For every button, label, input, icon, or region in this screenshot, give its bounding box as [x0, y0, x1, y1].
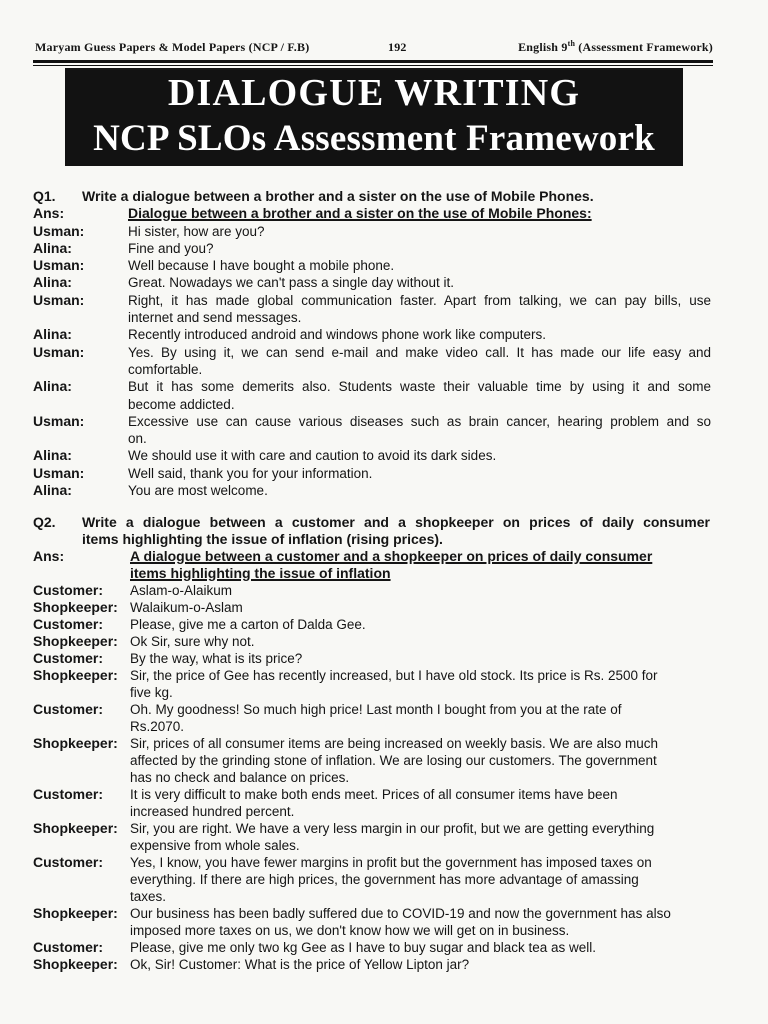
dialogue-turn — [33, 465, 715, 482]
document-body — [33, 188, 715, 973]
speaker-label: Customer: — [33, 939, 104, 956]
speaker-label: Alina: — [33, 274, 72, 291]
dialogue-turn — [33, 939, 715, 956]
speech-text — [128, 447, 711, 464]
speech-text — [130, 854, 705, 905]
speech-text — [128, 482, 711, 499]
speech-text-line: Well said, thank you for your information. — [128, 465, 373, 481]
dialogue-turn — [33, 599, 715, 616]
speech-text-line: Sir, you are right. We have a very less margin in our profit, but we are getting everything — [130, 821, 655, 837]
speech-text-line: Yes, I know, you have fewer margins in profit but the government has imposed taxes on — [130, 855, 652, 871]
speaker-label: Usman: — [33, 343, 85, 360]
speech-text — [130, 786, 705, 820]
dialogue-turn — [33, 820, 715, 854]
speech-text-line: Great. Nowadays we can't pass a single day without it. — [128, 275, 454, 291]
speaker-label: Shopkeeper: — [33, 820, 118, 837]
speech-text-line: on. — [128, 431, 147, 447]
subject-label — [518, 38, 713, 56]
dialogue-turn — [33, 292, 715, 327]
speech-text — [130, 633, 705, 650]
speech-text-line: imposed more taxes on us, we don't know how we will get on in business. — [130, 923, 570, 939]
answer-label: Ans: — [33, 548, 65, 565]
speaker-label: Customer: — [33, 616, 104, 633]
speech-text-line: Our business has been badly suffered due to COVID-19 and now the government has also — [130, 906, 671, 922]
subject-name: English 9 — [518, 40, 568, 54]
subject-superscript: th — [567, 39, 576, 48]
speech-text — [130, 820, 705, 854]
speech-text — [130, 582, 705, 599]
answer-title-line: items highlighting the issue of inflation — [130, 565, 391, 582]
speech-text-line: Sir, the price of Gee has recently increased, but I have old stock. Its price is Rs. 2500 for — [130, 668, 658, 684]
speech-text — [130, 939, 705, 956]
speech-text-line: has no check and balance on prices. — [130, 770, 350, 786]
speech-text — [128, 378, 711, 413]
speaker-label: Usman: — [33, 257, 85, 274]
dialogue-turn — [33, 735, 715, 786]
speech-text-line: increased hundred percent. — [130, 804, 295, 820]
speaker-label: Alina: — [33, 239, 72, 256]
question-number: Q1. — [33, 188, 56, 204]
speaker-label: Customer: — [33, 650, 104, 667]
dialogue-turn — [33, 378, 715, 413]
speech-text-line: Fine and you? — [128, 240, 214, 256]
speaker-label: Alina: — [33, 482, 72, 499]
dialogue-turn — [33, 616, 715, 633]
speech-text-line: Right, it has made global communication faster. Apart from talking, we can pay bills, use — [128, 292, 711, 308]
speaker-label: Usman: — [33, 464, 85, 481]
speech-text-line: five kg. — [130, 685, 173, 701]
speaker-label: Shopkeeper: — [33, 667, 118, 684]
speech-text — [130, 599, 705, 616]
speech-text-line: Walaikum-o-Aslam — [130, 600, 243, 616]
question-text-line: Write a dialogue between a customer and a shopkeeper on prices of daily consumer — [82, 514, 710, 531]
dialogue-turn — [33, 257, 715, 274]
speech-text — [128, 240, 711, 257]
speech-text — [128, 413, 711, 448]
dialogue-turn — [33, 956, 715, 973]
book-title: Maryam Guess Papers & Model Papers (NCP / F.B) — [35, 40, 310, 54]
speech-text — [130, 701, 705, 735]
speech-text — [128, 292, 711, 327]
speech-text-line: Recently introduced android and windows phone work like computers. — [128, 327, 546, 343]
speaker-label: Usman: — [33, 412, 85, 429]
dialogue-turn — [33, 240, 715, 257]
speech-text-line: Please, give me a carton of Dalda Gee. — [130, 617, 366, 633]
speech-text — [128, 465, 711, 482]
speech-text-line: It is very difficult to make both ends meet. Prices of all consumer items have been — [130, 787, 618, 803]
question-1 — [33, 188, 715, 499]
speech-text-line: But it has some demerits also. Students waste their valuable time by using it and some — [128, 379, 711, 395]
answer-title — [130, 548, 652, 582]
speaker-label: Shopkeeper: — [33, 599, 118, 616]
speech-text-line: Ok, Sir! Customer: What is the price of Yellow Lipton jar? — [130, 957, 470, 973]
dialogue-turn — [33, 326, 715, 343]
question-text-line: Write a dialogue between a brother and a sister on the use of Mobile Phones. — [82, 188, 594, 204]
speech-text-line: affected by the grinding stone of inflation. We are losing our customers. The government — [130, 753, 657, 769]
speech-text — [128, 344, 711, 379]
dialogue-turn — [33, 650, 715, 667]
dialogue-turn — [33, 633, 715, 650]
speaker-label: Shopkeeper: — [33, 633, 118, 650]
question-number: Q2. — [33, 514, 56, 531]
answer-title — [128, 205, 592, 222]
speaker-label: Alina: — [33, 326, 72, 343]
speech-text-line: Excessive use can cause various diseases such as brain cancer, hearing problem and so — [128, 413, 711, 429]
dialogue-turn — [33, 701, 715, 735]
speech-text-line: Please, give me only two kg Gee as I have to buy sugar and black tea as well. — [130, 940, 597, 956]
dialogue-turn — [33, 905, 715, 939]
speaker-label: Shopkeeper: — [33, 735, 118, 752]
page-subtitle: NCP SLOs Assessment Framework — [93, 118, 655, 159]
question-2 — [33, 514, 715, 973]
speaker-label: Customer: — [33, 786, 104, 803]
answer-heading — [33, 205, 715, 222]
speech-text — [128, 274, 711, 291]
question-prompt — [33, 514, 715, 548]
speech-text-line: Oh. My goodness! So much high price! Last month I bought from you at the rate of — [130, 702, 622, 718]
speech-text-line: everything. If there are high prices, the government has more advantage of amassing — [130, 872, 639, 888]
speech-text-line: Yes. By using it, we can send e-mail and make video call. It has made our life easy and — [128, 344, 711, 360]
dialogue-turn — [33, 854, 715, 905]
dialogue-turn — [33, 447, 715, 464]
speech-text-line: internet and send messages. — [128, 310, 302, 326]
dialogue-turn — [33, 582, 715, 599]
speech-text — [130, 650, 705, 667]
speaker-label: Usman: — [33, 222, 85, 239]
speech-text-line: You are most welcome. — [128, 483, 268, 499]
speech-text-line: We should use it with care and caution to avoid its dark sides. — [128, 448, 497, 464]
page-title: DIALOGUE WRITING — [167, 72, 581, 114]
speech-text — [128, 326, 711, 343]
speech-text-line: Rs.2070. — [130, 719, 185, 735]
speaker-label: Customer: — [33, 854, 104, 871]
dialogue-turn — [33, 482, 715, 499]
question-prompt — [33, 188, 715, 205]
speech-text-line: expensive from whole sales. — [130, 838, 300, 854]
speaker-label: Shopkeeper: — [33, 905, 118, 922]
speech-text — [128, 223, 711, 240]
speaker-label: Shopkeeper: — [33, 956, 118, 973]
speech-text-line: Well because I have bought a mobile phone. — [128, 258, 395, 274]
page-header — [35, 38, 713, 56]
dialogue-list — [33, 223, 715, 500]
speech-text-line: By the way, what is its price? — [130, 651, 303, 667]
question-text — [82, 188, 710, 205]
dialogue-turn — [33, 344, 715, 379]
speaker-label: Alina: — [33, 447, 72, 464]
speech-text — [130, 956, 705, 973]
speaker-label: Customer: — [33, 582, 104, 599]
question-text — [82, 514, 710, 548]
dialogue-turn — [33, 413, 715, 448]
speech-text-line: taxes. — [130, 889, 167, 905]
title-banner — [65, 68, 683, 166]
dialogue-turn — [33, 667, 715, 701]
answer-title-line: A dialogue between a customer and a shopkeeper on prices of daily consumer — [130, 548, 653, 565]
page-number: 192 — [388, 40, 407, 54]
question-text-line: items highlighting the issue of inflation (rising prices). — [82, 531, 443, 548]
speech-text-line: Aslam-o-Alaikum — [130, 583, 233, 599]
speech-text-line: Hi sister, how are you? — [128, 223, 265, 239]
dialogue-turn — [33, 786, 715, 820]
speech-text-line: comfortable. — [128, 361, 203, 377]
subject-section: (Assessment Framework) — [575, 40, 713, 54]
speech-text — [130, 905, 705, 939]
speech-text-line: Ok Sir, sure why not. — [130, 634, 255, 650]
answer-title-line: Dialogue between a brother and a sister on the use of Mobile Phones: — [128, 205, 592, 222]
dialogue-turn — [33, 223, 715, 240]
speech-text — [130, 616, 705, 633]
header-rule — [33, 60, 713, 66]
answer-label: Ans: — [33, 205, 65, 222]
speech-text — [130, 667, 705, 701]
speaker-label: Customer: — [33, 701, 104, 718]
speaker-label: Alina: — [33, 378, 72, 395]
speech-text-line: become addicted. — [128, 396, 235, 412]
speech-text — [130, 735, 705, 786]
speaker-label: Usman: — [33, 291, 85, 308]
speech-text — [128, 257, 711, 274]
dialogue-turn — [33, 274, 715, 291]
dialogue-list — [33, 582, 715, 973]
answer-heading — [33, 548, 715, 582]
speech-text-line: Sir, prices of all consumer items are being increased on weekly basis. We are also much — [130, 736, 658, 752]
